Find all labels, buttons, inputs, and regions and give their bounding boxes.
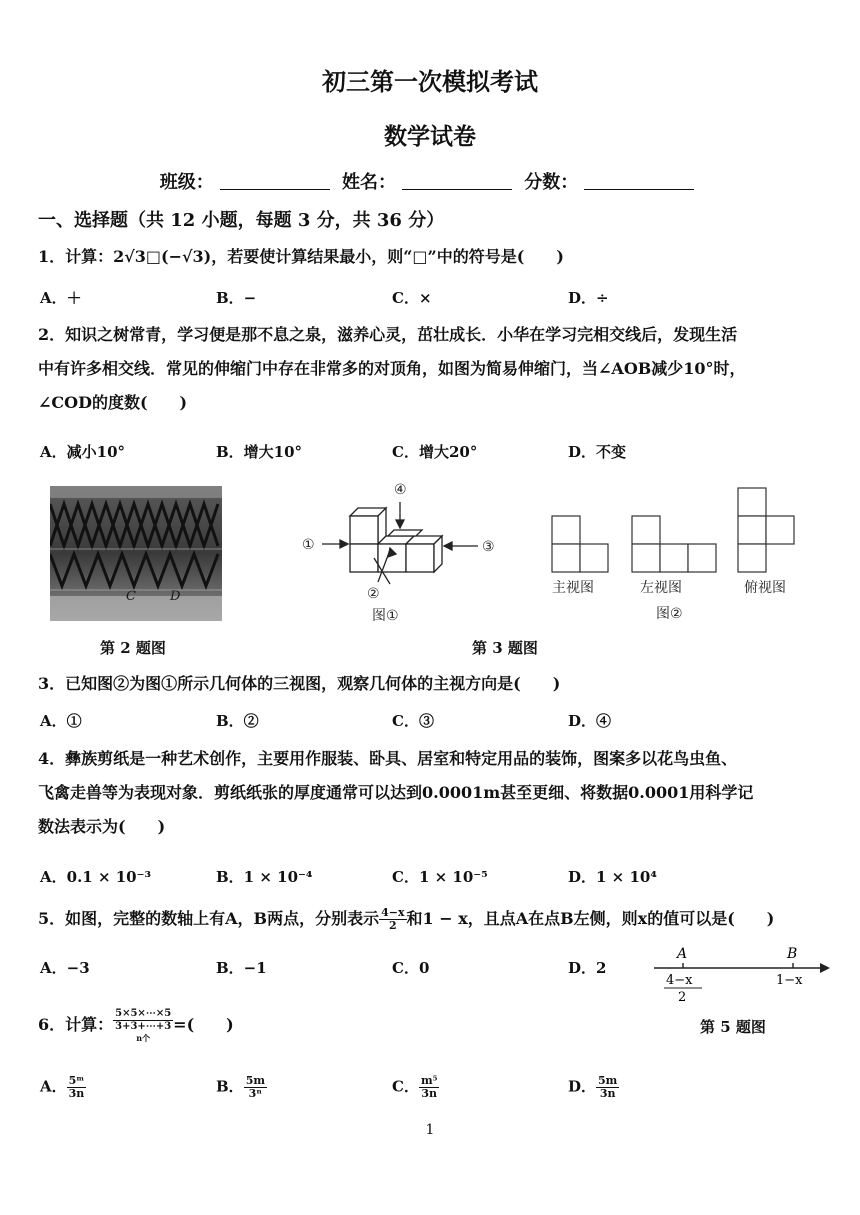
question-6 bbox=[38, 1008, 828, 1043]
cube-figure-1 bbox=[292, 478, 502, 628]
q5-text-post: 和1 − x，且点A在点B左侧，则x的值可以是( ) bbox=[406, 909, 775, 928]
q4-line-1: 4．彝族剪纸是一种艺术创作，主要用作服装、卧具、居室和特定用品的装饰，图案多以花鸟虫鱼、 bbox=[38, 749, 738, 768]
q4-option-b: B．1 × 10⁻⁴ bbox=[216, 868, 313, 886]
q6-option-a-letter: A． bbox=[40, 1077, 67, 1096]
q6-option-c bbox=[392, 1075, 439, 1100]
q4-option-d: D．1 × 10⁴ bbox=[568, 868, 657, 886]
section-heading: 一、选择题（共 12 小题，每题 3 分，共 36 分） bbox=[38, 210, 445, 231]
photo-label-d: D bbox=[170, 589, 181, 604]
q6-option-b-letter: B． bbox=[216, 1077, 244, 1096]
page-number: 1 bbox=[425, 1122, 435, 1138]
axis-point-b: B bbox=[787, 946, 798, 962]
view-label-front: 主视图 bbox=[552, 580, 594, 596]
three-views-figure bbox=[540, 484, 820, 628]
q3-option-c: C．③ bbox=[392, 712, 434, 730]
number-line-figure bbox=[650, 944, 835, 1006]
q5-option-b: B．−1 bbox=[216, 959, 267, 977]
q5-frac-num: 4−x bbox=[381, 906, 405, 919]
question-3: 3．已知图②为图①所示几何体的三视图，观察几何体的主视方向是( ) bbox=[38, 674, 561, 693]
fig3-sub-caption-2: 图② bbox=[656, 606, 683, 622]
photo-label-c: C bbox=[126, 589, 136, 604]
fig3-sub-caption-1: 图① bbox=[372, 608, 399, 624]
q6-option-a bbox=[40, 1075, 86, 1100]
q1-option-b: B．− bbox=[216, 289, 257, 307]
q5-option-d: D．2 bbox=[568, 959, 607, 977]
q3-option-d: D．④ bbox=[568, 712, 612, 730]
q2-line-2: 中有许多相交线．常见的伸缩门中存在非常多的对顶角，如图为简易伸缩门，当∠AOB减少10°时， bbox=[38, 359, 746, 378]
q5-fraction bbox=[379, 907, 406, 932]
q6-option-b-num: 5m bbox=[245, 1074, 265, 1087]
q6-option-c-letter: C． bbox=[392, 1077, 419, 1096]
q3-option-b: B．② bbox=[216, 712, 259, 730]
q6-option-d-letter: D． bbox=[568, 1077, 597, 1096]
question-5 bbox=[38, 902, 828, 936]
arrow-label-2: ② bbox=[367, 586, 380, 602]
q5-option-a: A．−3 bbox=[40, 959, 90, 977]
q5-frac-den: 2 bbox=[388, 919, 397, 932]
fig3-caption: 第 3 题图 bbox=[472, 639, 538, 657]
view-label-top: 俯视图 bbox=[744, 580, 786, 596]
arrow-label-3: ③ bbox=[482, 539, 495, 555]
q3-option-a: A．① bbox=[40, 712, 82, 730]
q6-option-c-den: 3n bbox=[421, 1087, 438, 1100]
score-label: 分数： bbox=[524, 172, 579, 193]
arrow-label-4: ④ bbox=[394, 482, 407, 498]
q2-option-a: A．减小10° bbox=[40, 443, 126, 461]
arrow-label-1: ① bbox=[302, 537, 315, 553]
q4-option-a: A．0.1 × 10⁻³ bbox=[40, 868, 152, 886]
q4-option-c: C．1 × 10⁻⁵ bbox=[392, 868, 488, 886]
class-blank bbox=[220, 171, 330, 190]
q6-text-post: =( ) bbox=[173, 1015, 234, 1034]
q5-option-c: C．0 bbox=[392, 959, 430, 977]
q6-option-d bbox=[568, 1075, 619, 1100]
q5-text-pre: 5．如图，完整的数轴上有A，B两点，分别表示 bbox=[38, 909, 380, 928]
q1-option-c: C．× bbox=[392, 289, 432, 307]
q6-option-c-num: m⁵ bbox=[420, 1074, 438, 1087]
q2-line-3: ∠COD的度数( ) bbox=[38, 393, 188, 412]
q6-option-d-den: 3n bbox=[599, 1087, 616, 1100]
q6-option-b bbox=[216, 1075, 267, 1100]
question-2 bbox=[38, 318, 828, 420]
q4-line-2: 飞禽走兽等为表现对象．剪纸纸张的厚度通常可以达到0.0001m甚至更细、将数据0.0001用科学记 bbox=[38, 783, 754, 802]
q6-option-d-num: 5m bbox=[598, 1074, 618, 1087]
q2-line-1: 2．知识之树常青，学习便是那不息之泉，滋养心灵，茁壮成长．小华在学习完相交线后，发现生活 bbox=[38, 325, 738, 344]
q6-frac-den: 3+3+⋯+3 bbox=[115, 1021, 172, 1032]
q6-option-c-frac bbox=[419, 1075, 439, 1100]
fig2-caption: 第 2 题图 bbox=[100, 639, 166, 657]
q6-option-b-frac bbox=[244, 1075, 267, 1100]
q2-option-b: B．增大10° bbox=[216, 443, 303, 461]
q2-option-c: C．增大20° bbox=[392, 443, 478, 461]
q6-fraction bbox=[113, 1008, 173, 1043]
axis-label-a-den: 2 bbox=[678, 990, 687, 1005]
axis-point-a: A bbox=[677, 946, 688, 962]
q6-option-a-frac bbox=[67, 1075, 87, 1100]
name-blank bbox=[402, 171, 512, 190]
q2-option-d: D．不变 bbox=[568, 443, 627, 461]
q4-line-3: 数法表示为( ) bbox=[38, 817, 166, 836]
q6-under-note: n个 bbox=[136, 1033, 151, 1043]
q6-option-d-frac bbox=[596, 1075, 619, 1100]
axis-label-a-num: 4−x bbox=[666, 973, 693, 988]
retractable-door-photo bbox=[50, 486, 222, 621]
view-label-left: 左视图 bbox=[640, 580, 682, 596]
exam-title: 初三第一次模拟考试 bbox=[322, 67, 538, 96]
score-blank bbox=[584, 171, 694, 190]
question-4 bbox=[38, 742, 828, 844]
class-label: 班级： bbox=[159, 172, 214, 193]
student-info-row bbox=[0, 168, 860, 194]
question-1: 1．计算：2√3□(−√3)，若要使计算结果最小，则“□”中的符号是( ) bbox=[38, 247, 564, 266]
q1-option-d: D．÷ bbox=[568, 289, 609, 307]
q6-option-a-num: 5ᵐ bbox=[68, 1074, 85, 1087]
q6-option-b-den: 3ⁿ bbox=[248, 1087, 263, 1100]
axis-label-b: 1−x bbox=[776, 973, 803, 988]
name-label: 姓名： bbox=[342, 172, 396, 193]
q1-option-a: A．＋ bbox=[40, 289, 82, 307]
q6-option-a-den: 3n bbox=[68, 1087, 85, 1100]
q6-text-pre: 6．计算： bbox=[38, 1015, 114, 1034]
exam-subtitle: 数学试卷 bbox=[384, 123, 476, 150]
q6-frac-num: 5×5×⋯×5 bbox=[115, 1008, 172, 1019]
fig5-caption: 第 5 题图 bbox=[700, 1018, 766, 1036]
